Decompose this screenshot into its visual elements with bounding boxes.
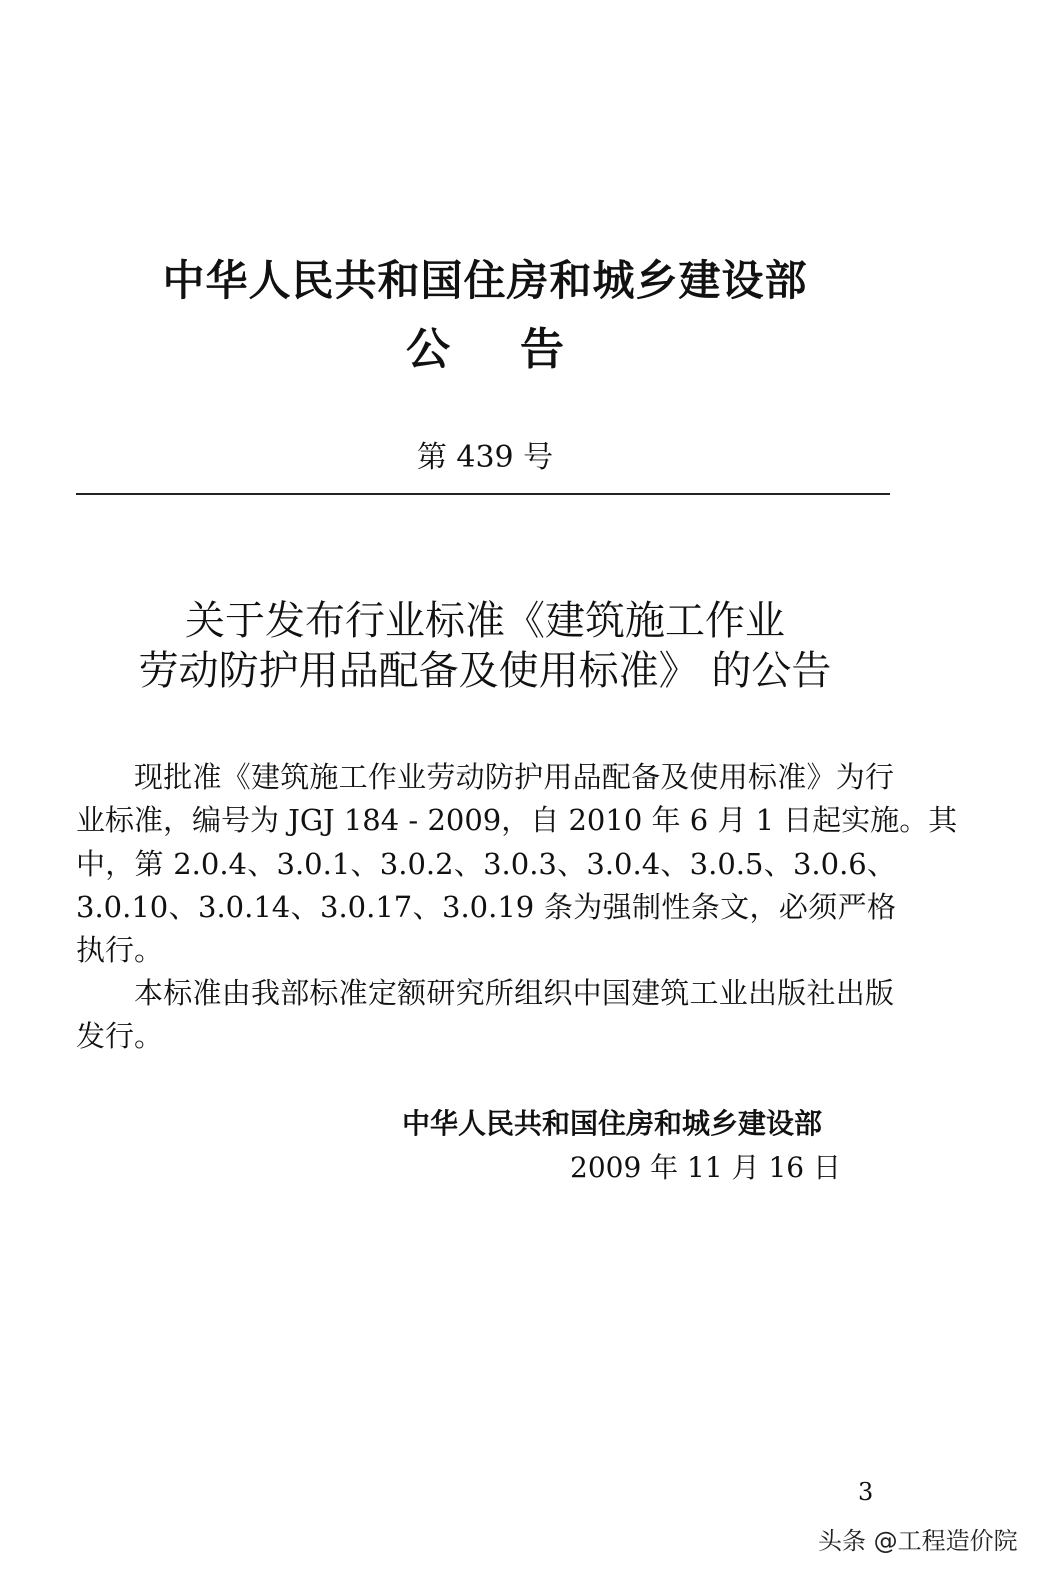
- body-line: 执行。: [76, 933, 164, 967]
- body-line: 发行。: [76, 1019, 164, 1053]
- signature-date: 2009 年 11 月 16 日: [570, 1151, 842, 1184]
- body-line: 现批准《建筑施工作业劳动防护用品配备及使用标准》为行: [134, 760, 894, 794]
- signature-organization: 中华人民共和国住房和城乡建设部: [402, 1107, 823, 1140]
- body-line: 本标准由我部标准定额研究所组织中国建筑工业出版社出版: [134, 976, 894, 1010]
- body-line: 中，第 2.0.4、3.0.1、3.0.2、3.0.3、3.0.4、3.0.5、3.0.6、: [76, 847, 896, 881]
- page-number: 3: [858, 1478, 874, 1506]
- body-line: 业标准，编号为 JGJ 184 - 2009，自 2010 年 6 月 1 日起实施。其: [76, 803, 958, 837]
- divider-rule: [76, 493, 890, 495]
- watermark-text: 头条 @工程造价院: [818, 1527, 1018, 1555]
- ministry-title: 中华人民共和国住房和城乡建设部: [162, 256, 808, 305]
- notice-number: 第 439 号: [416, 440, 554, 475]
- announcement-title-line-1: 关于发布行业标准《建筑施工作业: [185, 598, 785, 644]
- body-line: 3.0.10、3.0.14、3.0.17、3.0.19 条为强制性条文，必须严格: [76, 890, 896, 924]
- announcement-title-line-2: 劳动防护用品配备及使用标准》 的公告: [138, 648, 832, 694]
- notice-label: 公告: [406, 324, 634, 375]
